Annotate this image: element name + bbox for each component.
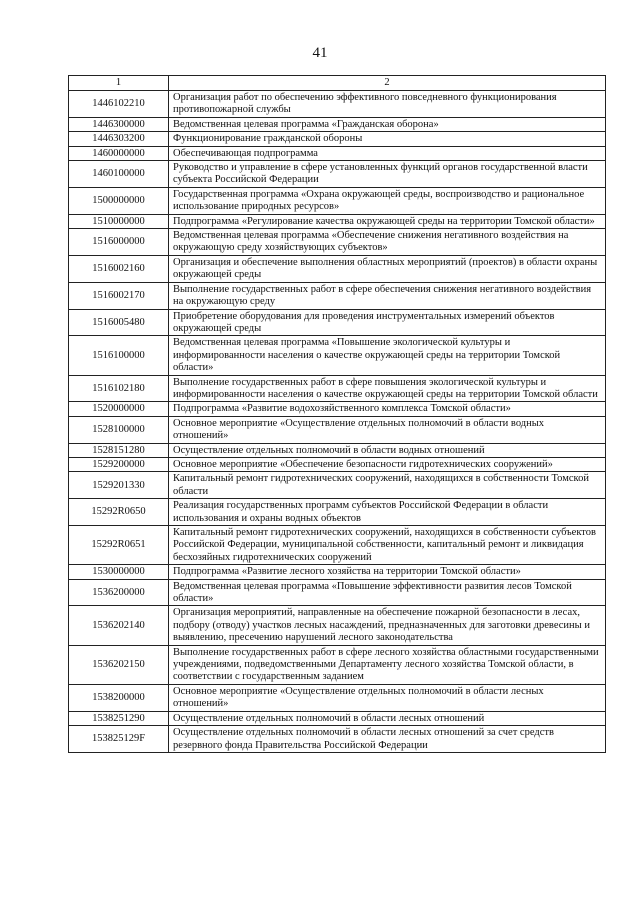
table-row [69, 472, 606, 499]
row-code: 1520000000 [69, 402, 169, 416]
table-row [69, 645, 606, 684]
row-name: Организация работ по обеспечению эффективного повседневного функционирования противопожарной службы [169, 91, 606, 118]
row-code: 1446300000 [69, 117, 169, 131]
table-row [69, 336, 606, 375]
page-number: 41 [312, 45, 328, 61]
table-row [69, 499, 606, 526]
row-name: Выполнение государственных работ в сфере повышения экологической культуры и информированности населения о качестве окружающей среды на территории Томской области [169, 375, 606, 402]
row-code: 1516102180 [69, 375, 169, 402]
table-row [69, 711, 606, 725]
row-name: Осуществление отдельных полномочий в области водных отношений [169, 443, 606, 457]
table-row [69, 117, 606, 131]
row-code: 1516005480 [69, 309, 169, 336]
row-code: 15292R0650 [69, 499, 169, 526]
row-name: Основное мероприятие «Осуществление отдельных полномочий в области водных отношений» [169, 416, 606, 443]
row-name: Ведомственная целевая программа «Повышение эффективности развития лесов Томской области» [169, 579, 606, 606]
table-row [69, 255, 606, 282]
row-name: Выполнение государственных работ в сфере обеспечения снижения негативного воздействия на окружающую среду [169, 282, 606, 309]
row-name: Функционирование гражданской обороны [169, 132, 606, 146]
table-row [69, 726, 606, 753]
table-row [69, 565, 606, 579]
table-row [69, 606, 606, 645]
table-body [69, 91, 606, 753]
table-row [69, 579, 606, 606]
row-code: 1510000000 [69, 214, 169, 228]
row-code: 1516100000 [69, 336, 169, 375]
row-name: Ведомственная целевая программа «Повышение экологической культуры и информированности населения о качестве окружающей среды на территории Томской области» [169, 336, 606, 375]
row-code: 1516002170 [69, 282, 169, 309]
row-name: Основное мероприятие «Обеспечение безопасности гидротехнических сооружений» [169, 457, 606, 471]
table-row [69, 132, 606, 146]
row-name: Основное мероприятие «Осуществление отдельных полномочий в области лесных отношений» [169, 684, 606, 711]
column-header-code: 1 [69, 76, 169, 91]
table-row [69, 402, 606, 416]
table-row [69, 187, 606, 214]
row-code: 1500000000 [69, 187, 169, 214]
row-code: 1538251290 [69, 711, 169, 725]
table-row [69, 457, 606, 471]
row-code: 1529200000 [69, 457, 169, 471]
row-code: 1536200000 [69, 579, 169, 606]
row-name: Приобретение оборудования для проведения инструментальных измерений объектов окружающей среды [169, 309, 606, 336]
row-name: Государственная программа «Охрана окружающей среды, воспроизводство и рациональное использование природных ресурсов» [169, 187, 606, 214]
row-name: Подпрограмма «Регулирование качества окружающей среды на территории Томской области» [169, 214, 606, 228]
budget-codes-table [68, 75, 606, 753]
table-row [69, 375, 606, 402]
row-code: 1460000000 [69, 146, 169, 160]
table-row [69, 443, 606, 457]
row-name: Реализация государственных программ субъектов Российской Федерации в области использования и охраны водных объектов [169, 499, 606, 526]
table-row [69, 526, 606, 565]
row-code: 1530000000 [69, 565, 169, 579]
row-code: 1516002160 [69, 255, 169, 282]
row-name: Обеспечивающая подпрограмма [169, 146, 606, 160]
row-code: 1446102210 [69, 91, 169, 118]
row-code: 1528151280 [69, 443, 169, 457]
row-name: Выполнение государственных работ в сфере лесного хозяйства областными государственными учреждениями, подведомственными Департаменту лесного хозяйства Томской области, в соответствии с государственным заданием [169, 645, 606, 684]
row-code: 1536202150 [69, 645, 169, 684]
row-name: Ведомственная целевая программа «Обеспечение снижения негативного воздействия на окружающую среду хозяйствующих субъектов» [169, 229, 606, 256]
table-row [69, 309, 606, 336]
row-code: 1446303200 [69, 132, 169, 146]
row-name: Капитальный ремонт гидротехнических сооружений, находящихся в собственности субъектов Российской Федерации, муниципальной собственности, капитальный ремонт и ликвидация бесхозяйных гидротехнических сооружений [169, 526, 606, 565]
row-name: Подпрограмма «Развитие водохозяйственного комплекса Томской области» [169, 402, 606, 416]
row-name: Осуществление отдельных полномочий в области лесных отношений [169, 711, 606, 725]
row-code: 1460100000 [69, 161, 169, 188]
table-row [69, 146, 606, 160]
row-name: Ведомственная целевая программа «Гражданская оборона» [169, 117, 606, 131]
row-code: 1538200000 [69, 684, 169, 711]
table-header-row [69, 76, 606, 91]
row-code: 1516000000 [69, 229, 169, 256]
row-code: 15292R0651 [69, 526, 169, 565]
row-name: Капитальный ремонт гидротехнических сооружений, находящихся в собственности Томской области [169, 472, 606, 499]
row-name: Осуществление отдельных полномочий в области лесных отношений за счет средств резервного фонда Правительства Российской Федерации [169, 726, 606, 753]
row-name: Организация и обеспечение выполнения областных мероприятий (проектов) в области охраны окружающей среды [169, 255, 606, 282]
row-name: Подпрограмма «Развитие лесного хозяйства на территории Томской области» [169, 565, 606, 579]
row-code: 1529201330 [69, 472, 169, 499]
table-row [69, 229, 606, 256]
row-name: Руководство и управление в сфере установленных функций органов государственной власти субъекта Российской Федерации [169, 161, 606, 188]
row-code: 153825129F [69, 726, 169, 753]
table-row [69, 416, 606, 443]
table-row [69, 282, 606, 309]
table-row [69, 161, 606, 188]
row-code: 1536202140 [69, 606, 169, 645]
row-name: Организация мероприятий, направленные на обеспечение пожарной безопасности в лесах, подбору (отводу) участков лесных насаждений, предназначенных для заготовки древесины и выявлению, пресечению нарушений лесного законодательства [169, 606, 606, 645]
row-code: 1528100000 [69, 416, 169, 443]
table-row [69, 684, 606, 711]
table-row [69, 91, 606, 118]
table-row [69, 214, 606, 228]
column-header-name: 2 [169, 76, 606, 91]
